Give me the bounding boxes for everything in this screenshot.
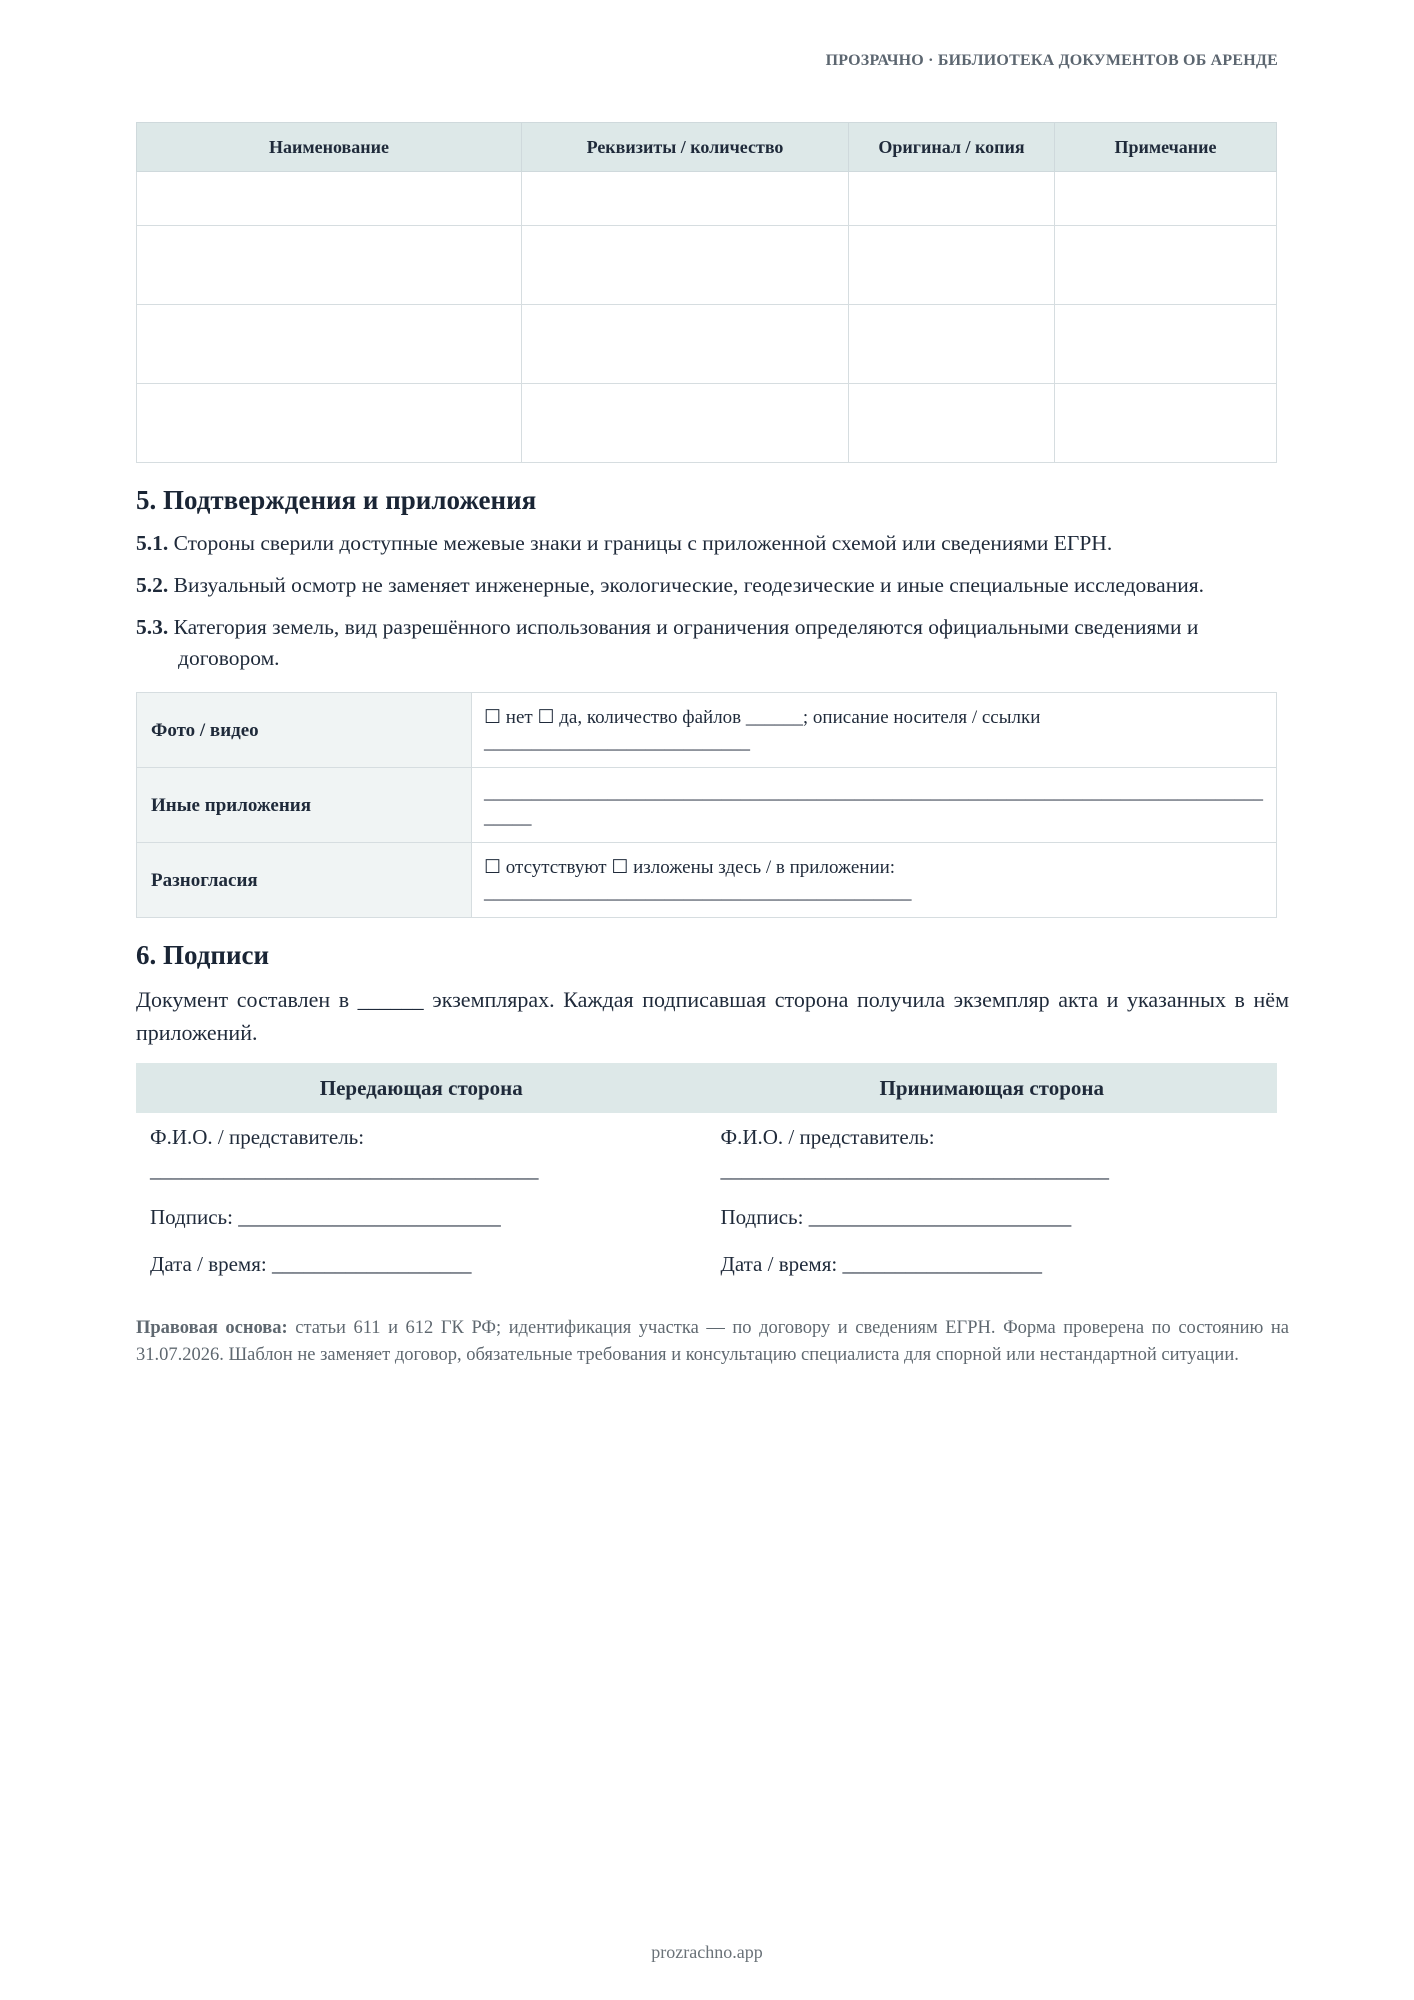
- clause-number: 5.1.: [136, 531, 169, 555]
- col-header-details: Реквизиты / количество: [522, 123, 849, 172]
- col-header-name: Наименование: [137, 123, 522, 172]
- transferring-party-block: [136, 1113, 707, 1295]
- attachment-label: Фото / видео: [137, 693, 472, 768]
- attachment-value: _______________________________________________________________________________________: [472, 768, 1277, 843]
- col-header-original-copy: Оригинал / копия: [849, 123, 1055, 172]
- attachment-row-other: [137, 768, 1277, 843]
- signatures-row: [136, 1113, 1277, 1295]
- attachment-value: ☐ отсутствуют ☐ изложены здесь / в приложении: _____________________________________________: [472, 843, 1277, 918]
- table-cell: [522, 226, 849, 305]
- table-cell: [137, 172, 522, 226]
- table-cell: [1055, 226, 1277, 305]
- table-cell: [849, 384, 1055, 463]
- legal-basis-note: [136, 1315, 1289, 1369]
- datetime-line: Дата / время: ___________________: [150, 1252, 472, 1276]
- table-cell: [137, 305, 522, 384]
- datetime-line: Дата / время: ___________________: [720, 1252, 1042, 1276]
- clause-5-2: [136, 570, 1289, 601]
- section-5-title: 5. Подтверждения и приложения: [136, 485, 537, 515]
- table-row: [137, 226, 1277, 305]
- attachment-row-photo: [137, 693, 1277, 768]
- receiving-party-header: Принимающая сторона: [707, 1063, 1278, 1113]
- legal-basis-text: статьи 611 и 612 ГК РФ; идентификация участка — по договору и сведениям ЕГРН. Форма проверена по состоянию на 31.07.2026. Шаблон не заменяет договор, обязательные требования и консультацию специалиста для спорной или нестандартной ситуации.: [136, 1318, 1289, 1365]
- signatures-table: [136, 1063, 1277, 1295]
- transferring-party-header: Передающая сторона: [136, 1063, 707, 1113]
- documents-table-header: [137, 123, 1277, 172]
- clause-text: Визуальный осмотр не заменяет инженерные, экологические, геодезические и иные специальные исследования.: [173, 573, 1204, 597]
- table-row: [137, 172, 1277, 226]
- attachment-row-disagreements: [137, 843, 1277, 918]
- clause-text: Категория земель, вид разрешённого использования и ограничения определяются официальными сведениями и договором.: [173, 615, 1199, 670]
- attachments-table: [136, 692, 1277, 918]
- clause-text: Стороны сверили доступные межевые знаки и границы с приложенной схемой или сведениями ЕГРН.: [173, 531, 1113, 555]
- table-row: [137, 384, 1277, 463]
- table-cell: [522, 384, 849, 463]
- clause-number: 5.2.: [136, 573, 169, 597]
- name-line: Ф.И.О. / представитель: _____________________________________: [150, 1125, 539, 1182]
- name-line: Ф.И.О. / представитель: _____________________________________: [720, 1125, 1109, 1182]
- clause-5-1: [136, 528, 1289, 559]
- document-header: ПРОЗРАЧНО · БИБЛИОТЕКА ДОКУМЕНТОВ ОБ АРЕНДЕ: [825, 52, 1278, 69]
- attachment-value: ☐ нет ☐ да, количество файлов ______; описание носителя / ссылки ____________________________: [472, 693, 1277, 768]
- table-cell: [522, 172, 849, 226]
- document-body: [136, 122, 1289, 1369]
- documents-table: [136, 122, 1277, 463]
- signature-line: Подпись: _________________________: [720, 1205, 1072, 1229]
- attachment-label: Иные приложения: [137, 768, 472, 843]
- table-cell: [849, 226, 1055, 305]
- table-cell: [137, 226, 522, 305]
- table-cell: [137, 384, 522, 463]
- table-cell: [849, 305, 1055, 384]
- col-header-note: Примечание: [1055, 123, 1277, 172]
- clause-5-3: [136, 612, 1289, 674]
- table-cell: [522, 305, 849, 384]
- signatures-header: [136, 1063, 1277, 1113]
- table-cell: [1055, 305, 1277, 384]
- section-6-title: 6. Подписи: [136, 940, 270, 970]
- attachment-label: Разногласия: [137, 843, 472, 918]
- table-cell: [849, 172, 1055, 226]
- legal-basis-label: Правовая основа:: [136, 1318, 288, 1338]
- receiving-party-block: [707, 1113, 1278, 1295]
- table-row: [137, 305, 1277, 384]
- clause-number: 5.3.: [136, 615, 169, 639]
- signature-line: Подпись: _________________________: [150, 1205, 501, 1229]
- table-cell: [1055, 172, 1277, 226]
- copies-paragraph: Документ составлен в ______ экземплярах. Каждая подписавшая сторона получила экземпляр акта и указанных в нём приложений.: [136, 987, 1289, 1045]
- footer-site: prozrachno.app: [651, 1942, 763, 1962]
- table-cell: [1055, 384, 1277, 463]
